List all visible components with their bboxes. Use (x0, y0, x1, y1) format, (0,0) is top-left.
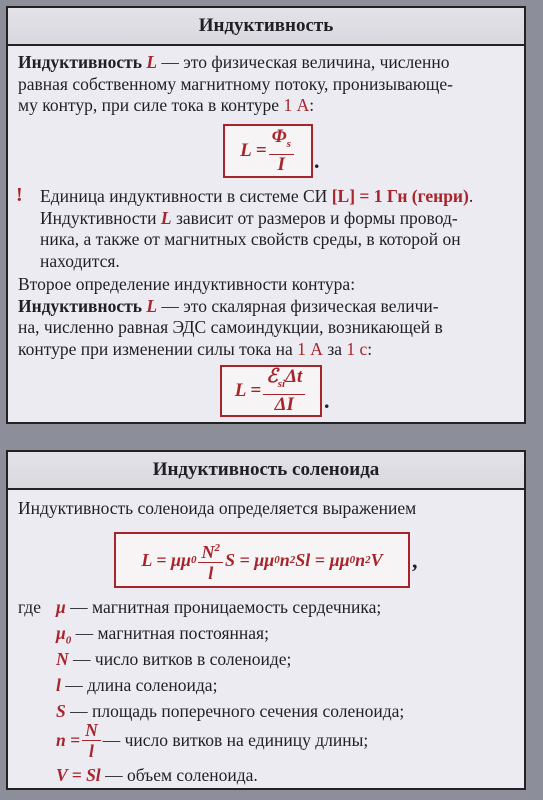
formula-inductance-flux: L = $\frac{\Phi_s}{I}$ (223, 124, 313, 178)
si-unit-note: Единица индуктивности в системе СИ [L] = 1 Гн (генри). Индуктивности L зависит от размеров и формы провод- ника, а также от магнитных свойств среды, в которой он находится. (40, 186, 474, 271)
def-S: S — площадь поперечного сечения соленоида; (56, 701, 405, 721)
definition-1: Индуктивность L — это физическая величина, численно равная собственному магнитному потоку, пронизывающе- му контур, при силе тока в контуре 1 А: (18, 52, 453, 115)
def-l: l — длина соленоида; (56, 675, 218, 695)
formula-period: . (314, 148, 320, 173)
note-mark: ! (16, 184, 23, 206)
definition-2: Второе определение индуктивности контура: Индуктивность L — это скалярная физическая величи- на, численно равная ЭДС самоиндукции, возникающей в контуре при изменении силы тока на 1 А за 1 с: (18, 274, 443, 359)
formula-comma: , (412, 548, 418, 573)
solenoid-panel (6, 450, 526, 790)
formula-inductance-emf: L = $\frac{ℰ_{si}\Delta t}{\Delta I}$ (220, 365, 322, 417)
def-V: V = Sl — объем соленоида. (56, 765, 258, 785)
where-label: где (18, 597, 41, 617)
def-N: N — число витков в соленоиде; (56, 649, 292, 669)
def-mu0: $\mu_0$ — магнитная постоянная; (56, 623, 269, 647)
formula-period-2: . (324, 388, 330, 413)
def-n: n = $\frac{N}{l}$ — число витков на единицу длины; (56, 719, 369, 761)
term: Индуктивность (18, 52, 142, 72)
panel-title-solenoid: Индуктивность соленоида (8, 452, 524, 490)
inductance-panel (6, 6, 526, 424)
symbol-L: L (146, 52, 158, 72)
solenoid-intro: Индуктивность соленоида определяется выражением (18, 498, 417, 518)
def-mu: μ — магнитная проницаемость сердечника; (56, 597, 382, 617)
panel-title: Индуктивность (8, 8, 524, 46)
formula-solenoid: L = μμ 0 $\frac{N^2}{l}$ S = μμ 0 n 2 Sl = μμ 0 n 2 V (114, 532, 410, 588)
